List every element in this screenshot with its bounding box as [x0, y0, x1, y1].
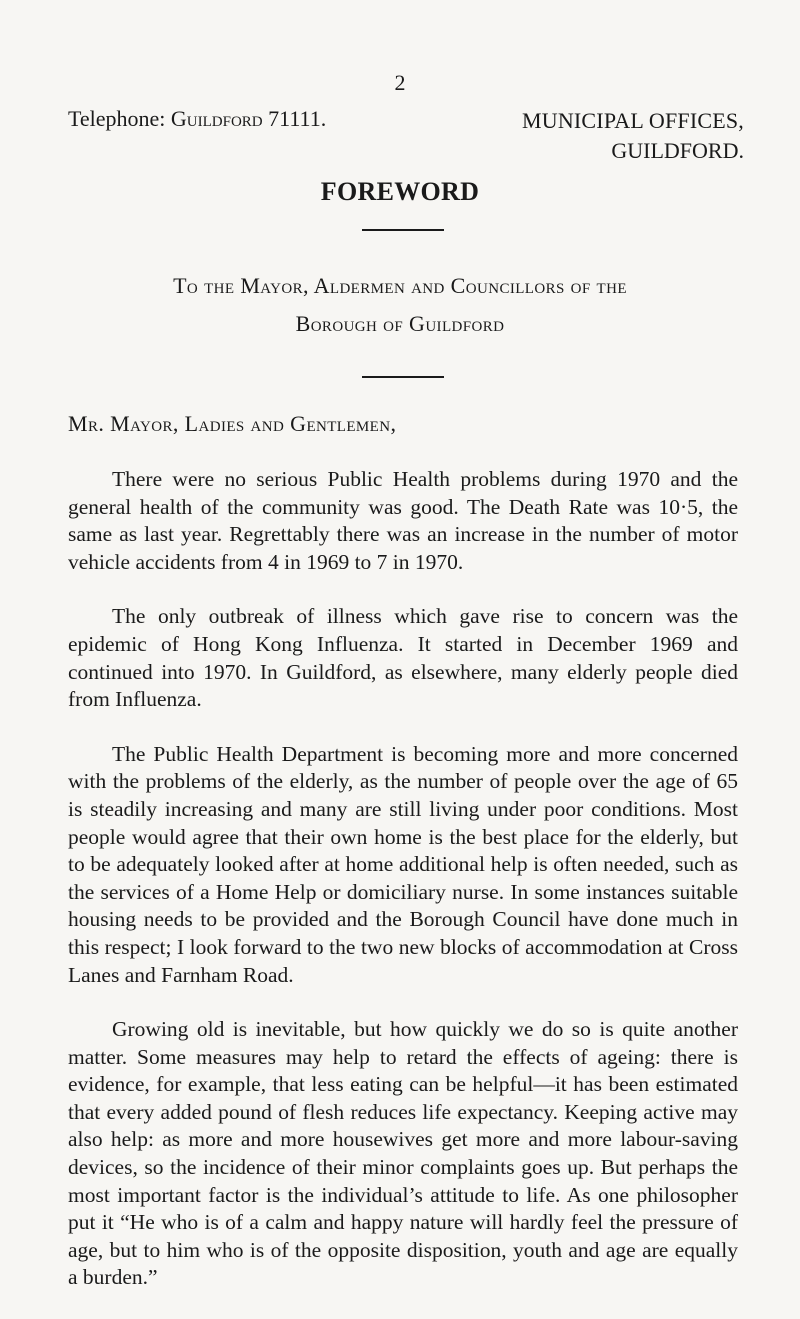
paragraph: Growing old is inevitable, but how quickly we do so is quite another matter. Some measures may help to retard the effects of ageing: there is evidence, for example, that less eating can be helpful—it has been estimated that every added pound of flesh reduces life expectancy. Keeping active may also help: as more and more housewives get more and more labour-saving devices, so the incidence of their minor complaints goes up. But perhaps the most important factor is the individual’s attitude to life. As one philosopher put it “He who is of a calm and happy nature will hardly feel the pressure of age, but to him who is of the opposite disposition, youth and age are equally a burden.”: [68, 1017, 738, 1290]
office-address: [522, 106, 744, 166]
telephone-exchange: Guildford: [170, 106, 263, 131]
address-line-2: GUILDFORD.: [611, 138, 744, 163]
telephone-label: Telephone:: [68, 106, 166, 131]
telephone-line: [68, 106, 326, 132]
addressee-line-2: Borough of Guildford: [295, 311, 505, 336]
addressee: [0, 267, 800, 343]
salutation: Mr. Mayor, Ladies and Gentlemen,: [68, 411, 397, 436]
paragraph: There were no serious Public Health problems during 1970 and the general health of the community was good. The Death Rate was 10·5, the same as last year. Regrettably there was an increase in the number of motor vehicle accidents from 4 in 1969 to 7 in 1970.: [68, 467, 738, 574]
foreword-body: [68, 466, 738, 1319]
page-number: 2: [394, 70, 406, 95]
paragraph: The Public Health Department is becoming more and more concerned with the problems of the elderly, as the number of people over the age of 65 is steadily increasing and many are still living under poor conditions. Most people would agree that their own home is the best place for the elderly, but to be adequately looked after at home additional help is often needed, such as the services of a Home Help or domiciliary nurse. In some instances suitable housing needs to be provided and the Borough Council have done much in this respect; I look forward to the two new blocks of accommodation at Cross Lanes and Farnham Road.: [68, 741, 738, 987]
telephone-number: 71111.: [268, 106, 327, 131]
addressee-line-1: To the Mayor, Aldermen and Councillors of the: [173, 273, 627, 298]
page-title: FOREWORD: [320, 177, 480, 206]
divider-rule: [362, 229, 444, 231]
address-line-1: MUNICIPAL OFFICES,: [521, 108, 744, 133]
divider-rule: [362, 376, 444, 378]
paragraph: The only outbreak of illness which gave rise to concern was the epidemic of Hong Kong Influenza. It started in December 1969 and continued into 1970. In Guildford, as elsewhere, many elderly people died from Influenza.: [68, 604, 738, 712]
